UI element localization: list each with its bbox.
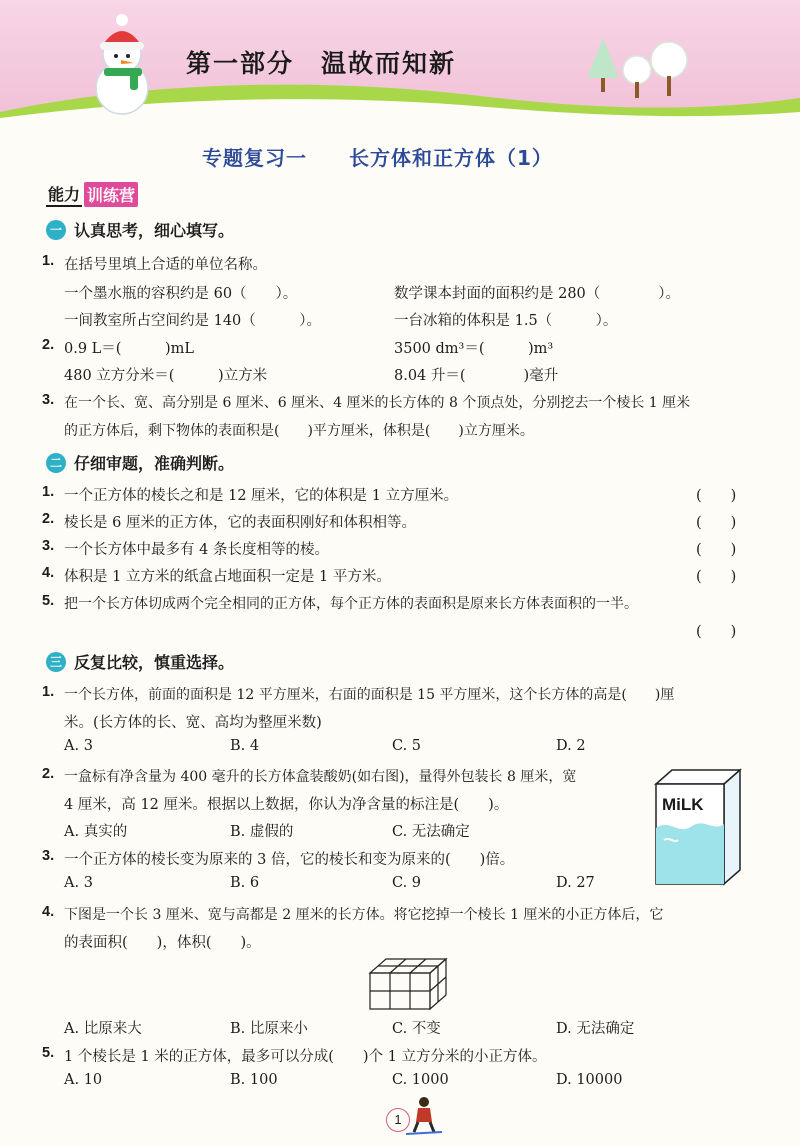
question-text: 在括号里填上合适的单位名称。 [64, 257, 267, 273]
option-b[interactable]: B. 比原来小 [230, 1021, 308, 1037]
option-b[interactable]: B. 4 [230, 738, 260, 754]
section-number-icon: 二 [46, 453, 66, 473]
question-text: 下图是一个长 3 厘米、宽与高都是 2 厘米的长方体。将它挖掉一个棱长 1 厘米的小正方体后，它 [64, 907, 664, 923]
option-d[interactable]: D. 10000 [556, 1072, 623, 1088]
question-text: 的表面积( )，体积( )。 [64, 935, 261, 951]
question-text: 一盒标有净含量为 400 毫升的长方体盒装酸奶(如右图)，量得外包装长 8 厘米，宽 [64, 769, 577, 785]
question-text: 4 厘米，高 12 厘米。根据以上数据，你认为净含量的标注是( )。 [64, 797, 509, 813]
option-c[interactable]: C. 不变 [392, 1021, 441, 1037]
section-header-1 [46, 218, 234, 241]
answer-parentheses[interactable]: ( ) [696, 542, 737, 558]
snowman-illustration [80, 10, 165, 118]
fill-item: 一间教室所占空间约是 140（ ）。 [64, 313, 322, 329]
badge-part1: 能力 [46, 182, 82, 207]
option-b[interactable]: B. 6 [230, 875, 260, 891]
fill-item: 一台冰箱的体积是 1.5（ ）。 [394, 313, 618, 329]
question-number: 3. [42, 538, 55, 554]
option-d[interactable]: D. 2 [556, 738, 586, 754]
answer-parentheses[interactable]: ( ) [696, 569, 737, 585]
option-c[interactable]: C. 5 [392, 738, 422, 754]
fill-item: 数学课本封面的面积约是 280（ ）。 [394, 286, 681, 302]
badge-part2: 训练营 [84, 182, 138, 207]
section-title: 仔细审题，准确判断。 [74, 454, 235, 473]
question-number: 3. [42, 392, 55, 408]
judge-statement: 把一个长方体切成两个完全相同的正方体，每个正方体的表面积是原来长方体表面积的一半。 [64, 596, 638, 612]
judge-statement: 体积是 1 立方米的纸盒占地面积一定是 1 平方米。 [64, 569, 391, 585]
section-header-2 [46, 451, 234, 474]
fill-item: 一个墨水瓶的容积约是 60（ ）。 [64, 286, 298, 302]
option-b[interactable]: B. 虚假的 [230, 824, 294, 840]
question-text: 在一个长、宽、高分别是 6 厘米、6 厘米、4 厘米的长方体的 8 个顶点处，分别挖去一个棱长 1 厘米 [64, 395, 691, 411]
skier-illustration [404, 1094, 444, 1136]
section-title: 反复比较，慎重选择。 [74, 653, 235, 672]
section-number-icon: 三 [46, 652, 66, 672]
answer-parentheses[interactable]: ( ) [696, 624, 737, 640]
option-c[interactable]: C. 1000 [392, 1072, 449, 1088]
trees-illustration [585, 38, 695, 108]
option-a[interactable]: A. 10 [64, 1072, 103, 1088]
option-c[interactable]: C. 无法确定 [392, 824, 470, 840]
section-number-icon: 一 [46, 220, 66, 240]
option-a[interactable]: A. 比原来大 [64, 1021, 142, 1037]
question-text: 1 个棱长是 1 米的正方体，最多可以分成( )个 1 立方分米的小正方体。 [64, 1049, 547, 1065]
question-number: 1. [42, 253, 55, 269]
topic-title: 专题复习一 长方体和正方体（1） [202, 146, 553, 170]
section-title: 认真思考，细心填写。 [74, 221, 235, 240]
question-number: 5. [42, 1045, 55, 1061]
question-number: 1. [42, 684, 55, 700]
option-a[interactable]: A. 真实的 [64, 824, 128, 840]
milk-carton-illustration [648, 766, 744, 888]
question-number: 5. [42, 593, 55, 609]
question-number: 2. [42, 337, 55, 353]
answer-parentheses[interactable]: ( ) [696, 488, 737, 504]
fill-item: 3500 dm³＝( )m³ [394, 341, 554, 357]
question-text: 一个正方体的棱长变为原来的 3 倍，它的棱长和变为原来的( )倍。 [64, 852, 515, 868]
option-d[interactable]: D. 无法确定 [556, 1021, 635, 1037]
question-number: 4. [42, 904, 55, 920]
milk-label: MiLK [662, 795, 704, 814]
question-number: 2. [42, 511, 55, 527]
question-number: 1. [42, 484, 55, 500]
question-number: 2. [42, 766, 55, 782]
cuboid-figure [368, 955, 448, 1011]
page-number: 1 [386, 1108, 410, 1132]
answer-parentheses[interactable]: ( ) [696, 515, 737, 531]
question-number: 4. [42, 565, 55, 581]
judge-statement: 棱长是 6 厘米的正方体，它的表面积刚好和体积相等。 [64, 515, 416, 531]
option-c[interactable]: C. 9 [392, 875, 422, 891]
question-text: 米。(长方体的长、宽、高均为整厘米数) [64, 715, 322, 731]
question-text: 的正方体后，剩下物体的表面积是( )平方厘米，体积是( )立方厘米。 [64, 423, 534, 439]
fill-item: 8.04 升＝( )毫升 [394, 368, 559, 384]
option-b[interactable]: B. 100 [230, 1072, 278, 1088]
part-title: 第一部分 温故而知新 [186, 49, 457, 78]
question-text: 一个长方体，前面的面积是 12 平方厘米，右面的面积是 15 平方厘米，这个长方体的高是( )厘 [64, 687, 675, 703]
judge-statement: 一个正方体的棱长之和是 12 厘米，它的体积是 1 立方厘米。 [64, 488, 459, 504]
option-a[interactable]: A. 3 [64, 875, 93, 891]
option-a[interactable]: A. 3 [64, 738, 93, 754]
ability-badge [46, 182, 138, 207]
option-d[interactable]: D. 27 [556, 875, 595, 891]
section-header-3 [46, 650, 234, 673]
question-number: 3. [42, 848, 55, 864]
fill-item: 480 立方分米＝( )立方米 [64, 368, 268, 384]
fill-item: 0.9 L＝( )mL [64, 341, 194, 357]
judge-statement: 一个长方体中最多有 4 条长度相等的棱。 [64, 542, 329, 558]
